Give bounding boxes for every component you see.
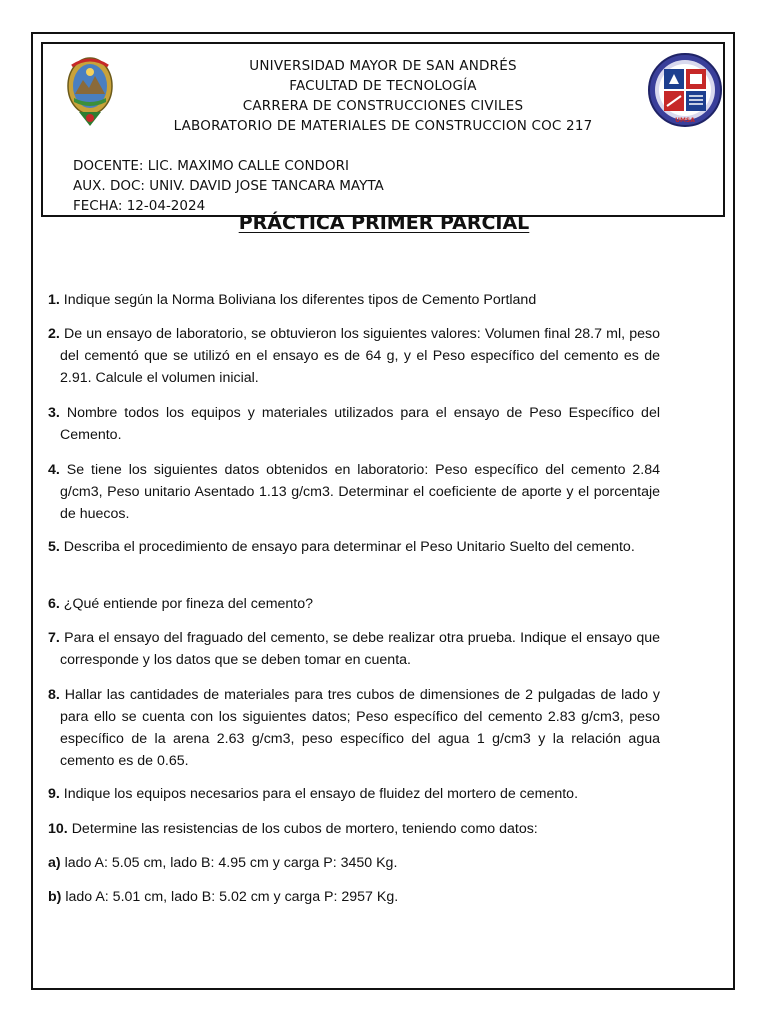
question-number: 2. — [48, 326, 60, 342]
question-text: Indique según la Norma Boliviana los diferentes tipos de Cemento Portland — [63, 292, 537, 308]
question-number: 3. — [48, 405, 60, 421]
question-number: 7. — [48, 630, 60, 646]
question-text: ¿Qué entiende por fineza del cemento? — [63, 596, 314, 612]
question-10a — [48, 852, 660, 874]
question-number: 8. — [48, 687, 60, 703]
auxiliar-line: AUX. DOC: UNIV. DAVID JOSE TANCARA MAYTA — [73, 178, 384, 194]
question-text: Nombre todos los equipos y materiales utilizados para el ensayo de Peso Específico del Cemento. — [60, 405, 660, 443]
question-4 — [48, 459, 660, 525]
question-10b — [48, 886, 660, 908]
construcciones-civiles-seal-icon — [647, 52, 723, 128]
question-number: a) — [48, 855, 61, 871]
question-8 — [48, 684, 660, 772]
question-text: De un ensayo de laboratorio, se obtuvieron los siguientes valores: Volumen final 28.7 ml, peso del cementó que se utilizó en el ensayo es de 64 g, y el Peso específico del cemento es de 2.91. Calcule el volumen inicial. — [60, 326, 660, 386]
question-5 — [48, 536, 660, 558]
question-2 — [48, 323, 660, 389]
career-name: CARRERA DE CONSTRUCCIONES CIVILES — [242, 98, 524, 114]
laboratory-name: LABORATORIO DE MATERIALES DE CONSTRUCCION COC 217 — [173, 118, 593, 134]
question-text: Para el ensayo del fraguado del cemento, se debe realizar otra prueba. Indique el ensayo que corresponde y los datos que se deben tomar en cuenta. — [60, 630, 660, 668]
practice-title — [0, 212, 768, 234]
question-number: 4. — [48, 462, 60, 478]
university-name: UNIVERSIDAD MAYOR DE SAN ANDRÉS — [249, 58, 517, 74]
question-10 — [48, 818, 660, 840]
question-text: lado A: 5.05 cm, lado B: 4.95 cm y carga P: 3450 Kg. — [64, 855, 398, 871]
question-number: 10. — [48, 821, 68, 837]
docente-line: DOCENTE: LIC. MAXIMO CALLE CONDORI — [73, 158, 349, 174]
question-number: 1. — [48, 292, 60, 308]
question-text: Determine las resistencias de los cubos de mortero, teniendo como datos: — [71, 821, 538, 837]
question-1 — [48, 289, 660, 311]
question-text: Indique los equipos necesarios para el ensayo de fluidez del mortero de cemento. — [63, 786, 579, 802]
question-number: b) — [48, 889, 62, 905]
question-7 — [48, 627, 660, 671]
question-text: Se tiene los siguientes datos obtenidos en laboratorio: Peso específico del cemento 2.84 g/cm3, Peso unitario Asentado 1.13 g/cm3. Determinar el coeficiente de aporte y el porcentaje de huecos. — [60, 462, 660, 522]
question-number: 6. — [48, 596, 60, 612]
question-3 — [48, 402, 660, 446]
fecha-line: FECHA: 12-04-2024 — [73, 198, 206, 214]
question-number: 9. — [48, 786, 60, 802]
practice-title-text: PRÁCTICA PRIMER PARCIAL — [238, 212, 530, 234]
question-text: Describa el procedimiento de ensayo para determinar el Peso Unitario Suelto del cemento. — [63, 539, 635, 555]
faculty-name: FACULTAD DE TECNOLOGÍA — [289, 78, 477, 94]
document-header — [41, 42, 725, 217]
question-6 — [48, 593, 660, 615]
question-9 — [48, 783, 660, 805]
question-number: 5. — [48, 539, 60, 555]
seal-umsa-label: UMSA — [675, 117, 695, 124]
question-text: Hallar las cantidades de materiales para tres cubos de dimensiones de 2 pulgadas de lado y para ello se cuenta con los siguientes datos; Peso específico del cemento 2.83 g/cm3, peso específico de la arena 2.63 g/cm3, peso específico del agua 1 g/cm3 y la relación agua cemento es de 0.65. — [60, 687, 660, 769]
question-text: lado A: 5.01 cm, lado B: 5.02 cm y carga P: 2957 Kg. — [65, 889, 399, 905]
